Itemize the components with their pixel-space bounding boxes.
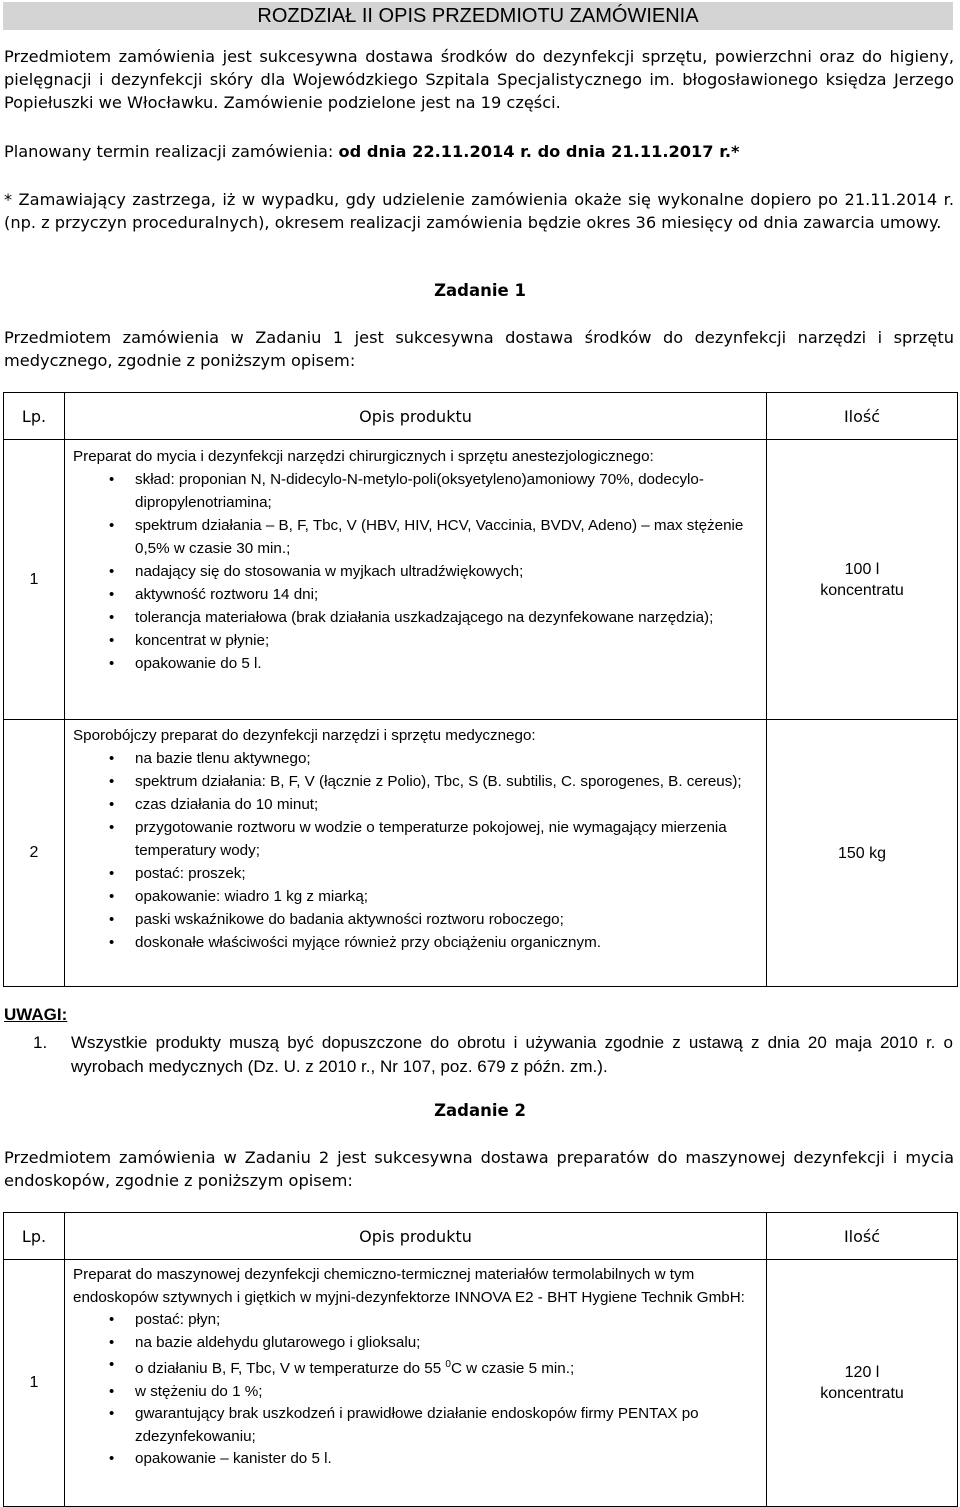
task-1-intro: Przedmiotem zamówienia w Zadaniu 1 jest sukcesywna dostawa środków do dezynfekcji narzędzi i sprzętu medycznego, zgodnie z poniższym opisem: bbox=[4, 328, 954, 370]
list-item-text: o działaniu B, F, Tbc, V w temperaturze do 55 bbox=[135, 1360, 446, 1378]
table-header-row bbox=[4, 1213, 958, 1260]
list-item: • opakowanie – kanister do 5 l. bbox=[73, 1448, 758, 1471]
row-description bbox=[65, 1260, 767, 1507]
table-row bbox=[4, 720, 958, 987]
list-item: • spektrum działania – B, F, Tbc, V (HBV, HIV, HCV, Vaccinia, BVDV, Adeno) – max stężenie 0,5% w czasie 30 min.; bbox=[73, 514, 758, 560]
list-item bbox=[73, 1354, 758, 1381]
product-lead: Preparat do mycia i dezynfekcji narzędzi chirurgicznych i sprzętu anestezjologicznego: bbox=[73, 448, 654, 465]
task-1-table bbox=[3, 392, 958, 987]
term-value: od dnia 22.11.2014 r. do dnia 21.11.2017 r.* bbox=[338, 142, 740, 161]
table-row bbox=[4, 1260, 958, 1507]
header-qty: Ilość bbox=[767, 1213, 958, 1260]
list-item: • opakowanie do 5 l. bbox=[73, 652, 758, 675]
list-item: • postać: proszek; bbox=[73, 862, 758, 885]
quantity-value: 120 l bbox=[844, 1364, 880, 1381]
list-item: • opakowanie: wiadro 1 kg z miarką; bbox=[73, 885, 758, 908]
chapter-title: ROZDZIAŁ II OPIS PRZEDMIOTU ZAMÓWIENIA bbox=[3, 2, 953, 30]
list-item-text: C w czasie 5 min.; bbox=[450, 1360, 575, 1378]
row-lp: 2 bbox=[4, 720, 65, 987]
intro-paragraph: Przedmiotem zamówienia jest sukcesywna dostawa środków do dezynfekcji sprzętu, powierzchni oraz do higieny, pielęgnacji i dezynfekcji skóry dla Wojewódzkiego Szpitala Specjalistycznego im. błogosławionego księdza Jerzego Popiełuszki we Włocławku. Zamówienie podzielone jest na 19 części. bbox=[4, 47, 954, 112]
list-item: • nadający się do stosowania w myjkach ultradźwiękowych; bbox=[73, 560, 758, 583]
header-desc: Opis produktu bbox=[65, 393, 767, 440]
list-item: • doskonałe właściwości myjące również przy obciążeniu organicznym. bbox=[73, 931, 758, 954]
row-lp: 1 bbox=[4, 1260, 65, 1507]
list-item: • skład: proponian N, N-didecylo-N-metylo-poli(oksyetyleno)amoniowy 70%, dodecylo-dipropylenotriamina; bbox=[73, 468, 758, 514]
term-paragraph bbox=[4, 140, 954, 163]
product-features bbox=[73, 747, 758, 954]
list-item: • przygotowanie roztworu w wodzie o temperaturze pokojowej, nie wymagający mierzenia temperatury wody; bbox=[73, 816, 758, 862]
row-quantity bbox=[767, 440, 958, 720]
row-description bbox=[65, 440, 767, 720]
product-features bbox=[73, 1309, 758, 1471]
list-item: • w stężeniu do 1 %; bbox=[73, 1381, 758, 1404]
list-item: • koncentrat w płynie; bbox=[73, 629, 758, 652]
quantity-unit: koncentratu bbox=[820, 581, 904, 599]
task-2-intro: Przedmiotem zamówienia w Zadaniu 2 jest sukcesywna dostawa preparatów do maszynowej dezynfekcji i mycia endoskopów, zgodnie z poniższym opisem: bbox=[4, 1148, 954, 1190]
remark-text: Wszystkie produkty muszą być dopuszczone do obrotu i używania zgodnie z ustawą z dnia 20 maja 2010 r. o wyrobach medycznych (Dz. U. z 2010 r., Nr 107, poz. 679 z późn. zm.). bbox=[71, 1033, 953, 1076]
row-quantity bbox=[767, 1260, 958, 1507]
degree-superscript: 0 bbox=[445, 1359, 451, 1370]
quantity-value: 100 l bbox=[844, 560, 880, 578]
list-item: • postać: płyn; bbox=[73, 1309, 758, 1332]
list-item: • gwarantujący brak uszkodzeń i prawidłowe działanie endoskopów firmy PENTAX po zdezynfekowaniu; bbox=[73, 1403, 758, 1448]
row-quantity bbox=[767, 720, 958, 987]
row-description bbox=[65, 720, 767, 987]
term-label: Planowany termin realizacji zamówienia: bbox=[4, 142, 339, 161]
list-item: • na bazie aldehydu glutarowego i glioksalu; bbox=[73, 1332, 758, 1355]
table-header-row bbox=[4, 393, 958, 440]
footnote-paragraph: * Zamawiający zastrzega, iż w wypadku, gdy udzielenie zamówienia okaże się wykonalne dopiero po 21.11.2014 r. (np. z przyczyn proceduralnych), okresem realizacji zamówienia będzie okres 36 miesięcy od dnia zawarcia umowy. bbox=[4, 190, 954, 232]
list-item: • aktywność roztworu 14 dni; bbox=[73, 583, 758, 606]
list-item: • tolerancja materiałowa (brak działania uszkadzającego na dezynfekowane narzędzia); bbox=[73, 606, 758, 629]
product-lead: Preparat do maszynowej dezynfekcji chemiczno-termicznej materiałów termolabilnych w tym endoskopów sztywnych i giętkich w myjni-dezynfektorze INNOVA E2 - BHT Hygiene Technik GmbH: bbox=[73, 1266, 745, 1306]
row-lp: 1 bbox=[4, 440, 65, 720]
header-desc: Opis produktu bbox=[65, 1213, 767, 1260]
remark-number: 1. bbox=[33, 1033, 48, 1052]
task-1-heading: Zadanie 1 bbox=[434, 281, 526, 300]
product-lead: Sporobójczy preparat do dezynfekcji narzędzi i sprzętu medycznego: bbox=[73, 727, 536, 744]
header-lp: Lp. bbox=[4, 393, 65, 440]
list-item: • na bazie tlenu aktywnego; bbox=[73, 747, 758, 770]
remarks-title: UWAGI: bbox=[4, 1005, 68, 1024]
list-item: • paski wskaźnikowe do badania aktywności roztworu roboczego; bbox=[73, 908, 758, 931]
remark-item bbox=[33, 1031, 953, 1079]
header-qty: Ilość bbox=[767, 393, 958, 440]
quantity-value: 150 kg bbox=[837, 844, 887, 862]
list-item: • czas działania do 10 minut; bbox=[73, 793, 758, 816]
task-2-table bbox=[3, 1212, 958, 1507]
header-lp: Lp. bbox=[4, 1213, 65, 1260]
list-item: • spektrum działania: B, F, V (łącznie z Polio), Tbc, S (B. subtilis, C. sporogenes, B. cereus); bbox=[73, 770, 758, 793]
table-row bbox=[4, 440, 958, 720]
quantity-unit: koncentratu bbox=[820, 1385, 904, 1402]
task-2-heading: Zadanie 2 bbox=[434, 1101, 526, 1120]
product-features bbox=[73, 468, 758, 675]
